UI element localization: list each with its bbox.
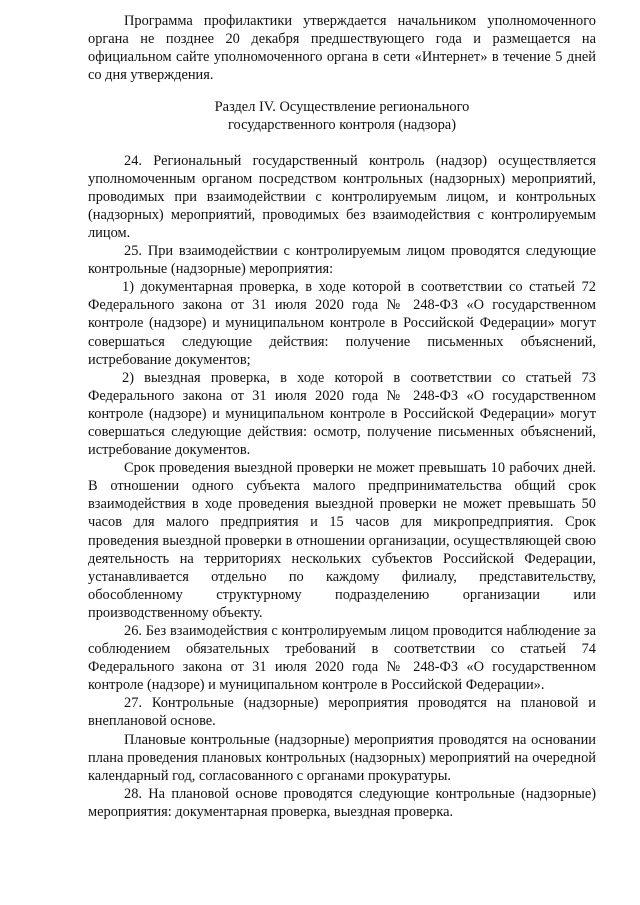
paragraph-25: 25. При взаимодействии с контролируемым лицом проводятся следующие контрольные (надзорные) мероприятия: (88, 243, 596, 278)
paragraph-planned-measures: Плановые контрольные (надзорные) мероприятия проводятся на основании плана проведения плановых контрольных (надзорных) мероприятий на очередной календарный год, согласованного с органами прокуратуры. (88, 731, 596, 784)
section-heading-line-2: государственного контроля (надзора) (228, 117, 456, 134)
list-item-2: 2) выездная проверка, в ходе которой в соответствии со статьей 73 Федерального закона от 31 июля 2020 года № 248-ФЗ «О государственном контроле (надзоре) и муниципальном контроле в Российской Федерации» могут совершаться следующие действия: осмотр, получение письменных объяснений, истребование документов. (88, 369, 596, 459)
document-page (88, 12, 596, 821)
paragraph-28: 28. На плановой основе проводятся следующие контрольные (надзорные) мероприятия: документарная проверка, выездная проверка. (88, 785, 596, 820)
section-heading-line-1: Раздел IV. Осуществление регионального (214, 99, 470, 116)
paragraph-inspection-term: Срок проведения выездной проверки не может превышать 10 рабочих дней. В отношении одного субъекта малого предпринимательства общий срок взаимодействия в ходе проведения выездной проверки не может превышать 50 часов для малого предприятия и 15 часов для микропредприятия. Срок проведения выездной проверки в отношении организации, осуществляющей свою деятельность на территориях нескольких субъектов Российской Федерации, устанавливается отдельно по каждому филиалу, представительству, обособленному структурному подразделению организации или производственному объекту. (88, 460, 596, 621)
paragraph-27: 27. Контрольные (надзорные) мероприятия проводятся на плановой и внеплановой основе. (88, 695, 596, 730)
paragraph-26: 26. Без взаимодействия с контролируемым лицом проводится наблюдение за соблюдением обязательных требований в соответствии со статьей 74 Федерального закона от 31 июля 2020 года № 248-ФЗ «О государственном контроле (надзоре) и муниципальном контроле в Российской Федерации». (88, 623, 596, 694)
paragraph-24: 24. Региональный государственный контроль (надзор) осуществляется уполномоченным органом посредством контрольных (надзорных) мероприятий, проводимых при взаимодействии с контролируемым лицом, и контрольных (надзорных) мероприятий, проводимых без взаимодействия с контролируемым лицом. (88, 152, 596, 241)
paragraph-program-approval: Программа профилактики утверждается начальником уполномоченного органа не позднее 20 декабря предшествующего года и размещается на официальном сайте уполномоченного органа в сети «Интернет» в течение 5 дней со дня утверждения. (88, 13, 596, 84)
list-item-1: 1) документарная проверка, в ходе которой в соответствии со статьей 72 Федерального закона от 31 июля 2020 года № 248-ФЗ «О государственном контроле (надзоре) и муниципальном контроле в Российской Федерации» могут совершаться следующие действия: получение письменных объяснений, истребование документов; (88, 279, 596, 368)
section-heading (88, 98, 596, 134)
